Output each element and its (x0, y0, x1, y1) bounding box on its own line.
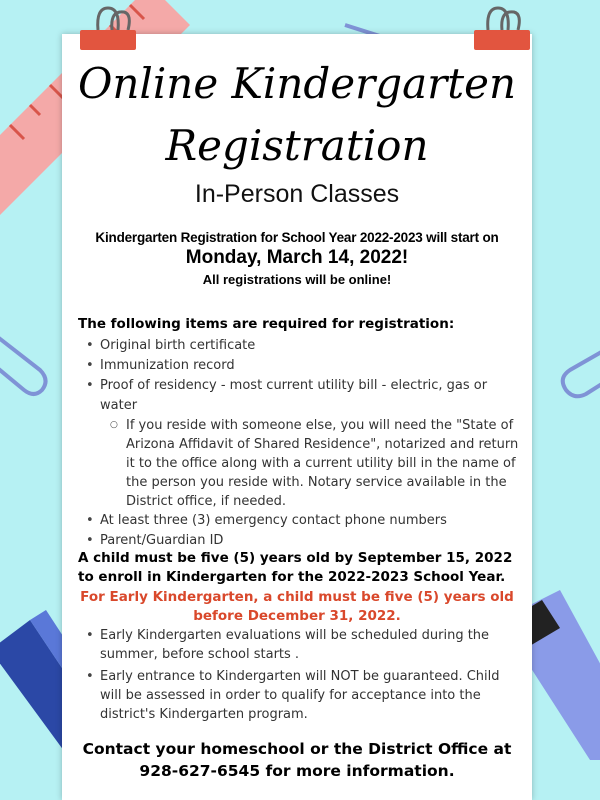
contact-line: Contact your homeschool or the District Office at (82, 740, 512, 758)
requirements-list (100, 336, 520, 551)
list-item: ○ If you reside with someone else, you will need the "State of Arizona Affidavit of Shared Residence", notarized and return it to the office along with a current utility bill in the name of the person you reside with. Notary service available in the District office, if needed. (126, 416, 520, 511)
early-kindergarten-list (100, 626, 525, 727)
contact-info (62, 738, 532, 782)
early-kindergarten-notice: For Early Kindergarten, a child must be five (5) years old before December 31, 2022. (80, 589, 514, 624)
contact-phone: 928-627-6545 for more information. (139, 762, 455, 780)
title-line-2: Registration (165, 121, 429, 170)
list-item: • Parent/Guardian ID (100, 531, 520, 551)
announcement-line: Kindergarten Registration for School Year 2022-2023 will start on (95, 230, 499, 245)
announcement (62, 230, 532, 287)
residency-sub-list (126, 416, 520, 511)
list-item-text: Proof of residency - most current utility bill - electric, gas or water (100, 378, 488, 413)
list-item (100, 376, 520, 511)
list-item: • Original birth certificate (100, 336, 520, 356)
list-item: • Early entrance to Kindergarten will NOT be guaranteed. Child will be assessed in order to qualify for acceptance into the district's Kindergarten program. (100, 667, 525, 724)
flyer-title (62, 20, 532, 180)
title-line-1: Online Kindergarten (77, 59, 517, 108)
subtitle: In-Person Classes (194, 180, 400, 208)
list-item: • Early Kindergarten evaluations will be scheduled during the summer, before school starts . (100, 626, 525, 664)
list-item: • At least three (3) emergency contact phone numbers (100, 511, 520, 531)
online-note: All registrations will be online! (202, 272, 392, 287)
requirements-heading: The following items are required for registration: (78, 316, 455, 332)
start-date: Monday, March 14, 2022! (185, 247, 409, 268)
age-requirement: A child must be five (5) years old by September 15, 2022 to enroll in Kindergarten for the 2022-2023 School Year. (78, 550, 513, 585)
list-item: • Immunization record (100, 356, 520, 376)
